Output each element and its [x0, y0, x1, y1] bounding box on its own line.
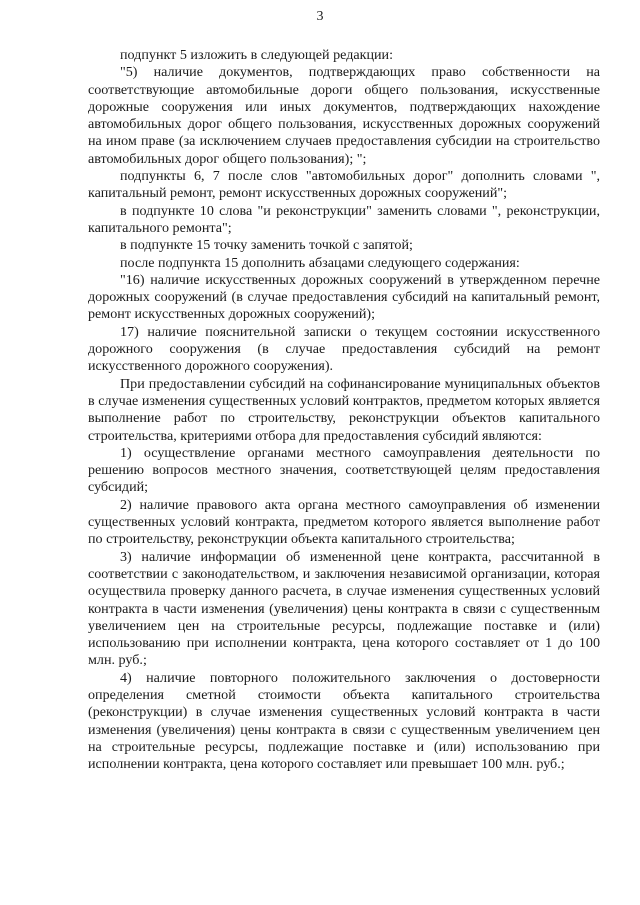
paragraph-criterion-2: 2) наличие правового акта органа местного самоуправления об изменении существенных условий контракта, предметом которого является выполнение работ по строительству, реконструкции объекта капитального строительства;: [88, 496, 600, 548]
paragraph-criterion-4: 4) наличие повторного положительного заключения о достоверности определения сметной стоимости объекта капитального строительства (реконструкции) в случае изменения существенных условий контракта в части изменения (увеличения) цены контракта в связи с существенным увеличением цен на строительные ресурсы, подлежащие поставке и (или) использованию при исполнении контракта, цена которого составляет или превышает 100 млн. руб.;: [88, 669, 600, 773]
paragraph-subpoint-15: в подпункте 15 точку заменить точкой с запятой;: [120, 237, 413, 254]
paragraph-criterion-3: 3) наличие информации об измененной цене контракта, рассчитанной в соответствии с законодательством, и заключения независимой организации, которая осуществила проверку данного расчета, в случае изменения существенных условий контракта в части изменения (увеличения) цены контракта в связи с существенным увеличением цен на строительные ресурсы, подлежащие поставке и (или) использованию при исполнении контракта, цена которого составляет от 1 до 100 млн. руб.;: [88, 548, 600, 669]
document-body: [88, 47, 600, 773]
paragraph-subpoints-6-7: подпункты 6, 7 после слов "автомобильных дорог" дополнить словами ", капитальный ремонт, ремонт искусственных дорожных сооружений";: [88, 168, 600, 202]
paragraph-criteria-intro: При предоставлении субсидий на софинансирование муниципальных объектов в случае изменения существенных условий контрактов, предметом которых является выполнение работ по строительству, реконструкции объектов капитального строительства, критериями отбора для предоставления субсидий являются:: [88, 375, 600, 444]
paragraph-after-subpoint-15: после подпункта 15 дополнить абзацами следующего содержания:: [120, 254, 520, 271]
paragraph-subpoint-5-intro: подпункт 5 изложить в следующей редакции:: [120, 47, 394, 63]
paragraph-subpoint-10: в подпункте 10 слова "и реконструкции" заменить словами ", реконструкции, капитального ремонта";: [88, 202, 600, 236]
paragraph-subpoint-5-text: "5) наличие документов, подтверждающих право собственности на соответствующие автомобильные дороги общего пользования, искусственные дорожные сооружения или иных документов, подтверждающих нахождение автомобильных дорог общего пользования, искусственных дорожных сооружений на ином праве (за исключением случаев предоставления субсидии на строительство автомобильных дорог общего пользования); ";: [88, 64, 600, 167]
paragraph-criterion-1: 1) осуществление органами местного самоуправления деятельности по решению вопросов местного значения, соответствующей целям предоставления субсидий;: [88, 444, 600, 496]
paragraph-item-16: "16) наличие искусственных дорожных сооружений в утвержденном перечне дорожных сооружений (в случае предоставления субсидий на капитальный ремонт, ремонт искусственных дорожных сооружений);: [88, 271, 600, 323]
paragraph-item-17: 17) наличие пояснительной записки о текущем состоянии искусственного дорожного сооружения (в случае предоставления субсидий на ремонт искусственного дорожного сооружения).: [88, 323, 600, 375]
page-number: 3: [316, 9, 324, 24]
